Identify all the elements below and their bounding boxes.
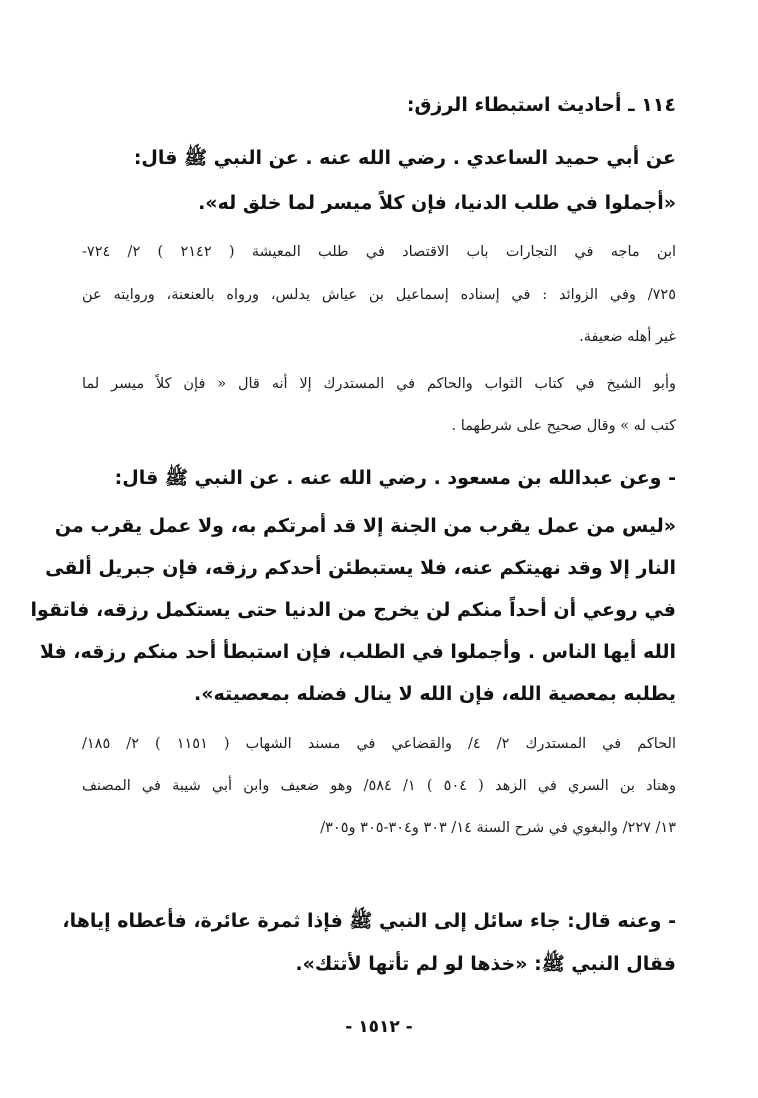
hadith-2-intro: - وعن عبدالله بن مسعود . رضي الله عنه . عن النبي ﷺ قال: xyxy=(114,467,676,489)
hadith-1-text: «أجملوا في طلب الدنيا، فإن كلاً ميسر لما خلق له». xyxy=(198,192,676,214)
takhrij-2-line-3: ١٣/ ٢٢٧/ والبغوي في شرح السنة ١٤/ ٣٠٣ و٣٠٤-٣٠٥ و٣٠٥/ xyxy=(320,820,676,836)
takhrij-1b-line-1: وأبو الشيخ في كتاب الثواب والحاكم في المستدرك إلا أنه قال « فإن كلاً ميسر لما xyxy=(82,376,676,392)
takhrij-1-line-3: غير أهله ضعيفة. xyxy=(579,329,676,345)
takhrij-1-line-2: ٧٢٥/ وفي الزوائد : في إسناده إسماعيل بن عياش يدلس، ورواه بالعنعنة، وروايته عن xyxy=(82,287,676,303)
hadith-2-line-1: «ليس من عمل يقرب من الجنة إلا قد أمرتكم به، ولا عمل يقرب من xyxy=(54,515,676,537)
hadith-2-line-2: النار إلا وقد نهيتكم عنه، فلا يستبطئن أحدكم رزقه، فإن جبريل ألقى xyxy=(45,557,676,579)
takhrij-1b-line-2: كتب له » وقال صحيح على شرطهما . xyxy=(451,418,676,434)
section-heading: ١١٤ ـ أحاديث استبطاء الرزق: xyxy=(406,94,676,116)
hadith-1-intro: عن أبي حميد الساعدي . رضي الله عنه . عن النبي ﷺ قال: xyxy=(133,147,676,169)
page-number: - ١٥١٢ - xyxy=(345,1017,413,1037)
hadith-2-line-4: الله أيها الناس . وأجملوا في الطلب، فإن استبطأ أحد منكم رزقه، فلا xyxy=(39,641,676,663)
hadith-2-line-3: في روعي أن أحداً منكم لن يخرج من الدنيا حتى يستكمل رزقه، فاتقوا xyxy=(30,599,676,621)
hadith-2-line-5: يطلبه بمعصية الله، فإن الله لا ينال فضله بمعصيته». xyxy=(194,683,676,705)
takhrij-2-line-1: الحاكم في المستدرك ٢/ ٤/ والقضاعي في مسند الشهاب ( ١١٥١ ) ٢/ ١٨٥/ xyxy=(82,736,676,752)
takhrij-1-line-1: ابن ماجه في التجارات باب الاقتصاد في طلب المعيشة ( ٢١٤٢ ) ٢/ ٧٢٤- xyxy=(82,244,677,260)
hadith-3-line-1: - وعنه قال: جاء سائل إلى النبي ﷺ فإذا ثمرة عائرة، فأعطاه إياها، xyxy=(62,910,676,932)
hadith-3-line-2: فقال النبي ﷺ: «خذها لو لم تأتها لأتتك». xyxy=(295,953,676,975)
takhrij-2-line-2: وهناد بن السري في الزهد ( ٥٠٤ ) ١/ ٥٨٤/ وهو ضعيف وابن أبي شيبة في المصنف xyxy=(82,778,676,794)
